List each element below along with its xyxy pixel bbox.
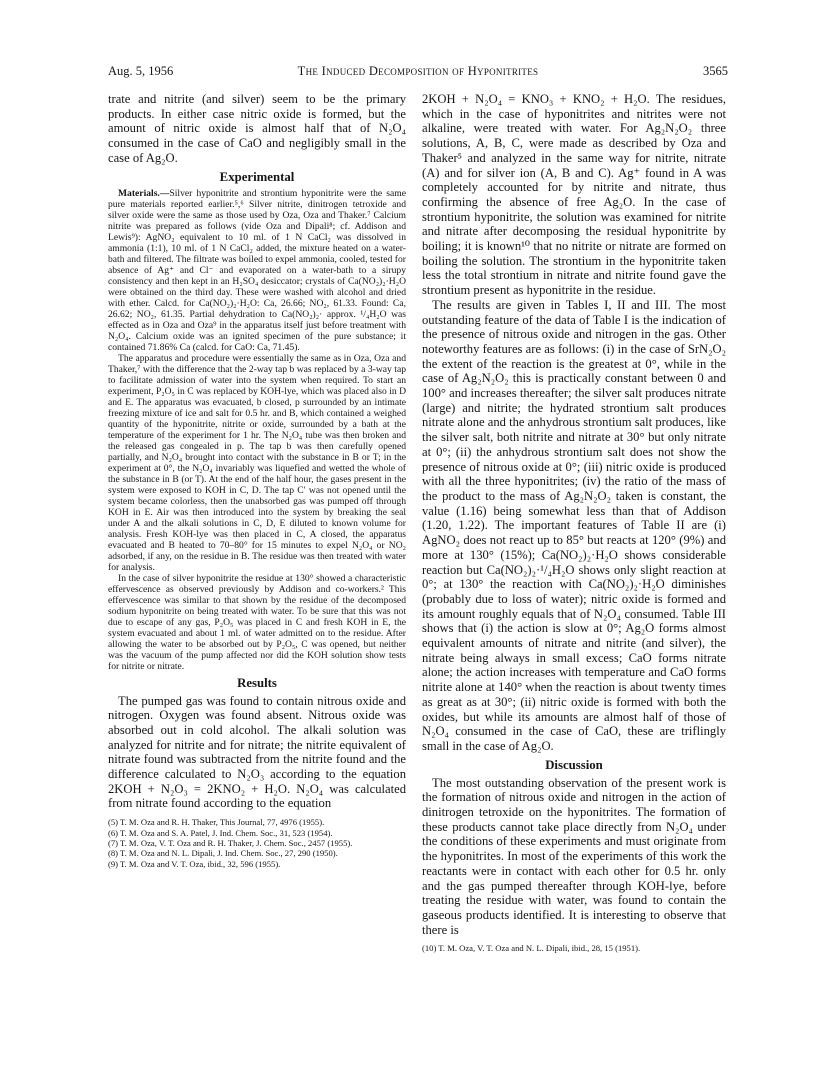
silver-paragraph: In the case of silver hyponitrite the residue at 130° showed a characteristic effervescence as observed previously by Addison and co-workers.² This effervescence was similar to that shown by the residue of the decomposed sodium hyponitrite on being treated with water. To be sure that this was not due to escape of any gas, P₂O₅ was placed in C and fresh KOH in E, the system evacuated and about 1 ml. of water admitted on to the residue. After allowing the water to be absorbed out by P₂O₅, C was opened, but neither was the vacuum of the pump affected nor did the KOH solution show tests for nitrite or nitrate. [108,572,406,672]
reference-5: (5) T. M. Oza and R. H. Thaker, This Journal, 77, 4976 (1955). [108,817,325,828]
tables-paragraph: The results are given in Tables I, II and III. The most outstanding feature of the data of Table I is the indication of the presence of nitrous oxide and nitrogen in the gas. Other noteworthy features are as follows: (i) in the case of SrN₂O₂ the extent of the reaction is the greatest at 0°, while in the case of Ag₂N₂O₂ this is practically constant between 0 and 100° and increases thereafter; the silver salt produces nitrate (large) and nitrite; the hydrated strontium salt produces nitrate alone and the anhydrous strontium salt produces, like the silver salt, both nitrite and nitrate at 30° but only nitrate at 0°; (ii) the anhydrous strontium salt does not show the presence of nitrous oxide at 0°; (iii) nitric oxide is produced with all the three hyponitrites; (iv) the ratio of the mass of the product to the mass of Ag₂N₂O₂ taken is constant, the value (1.16) being somewhat less than that of Addison (1.20, 1.22). The important features of Table II are (i) AgNO₂ does not react up to 85° but reacts at 120° (9%) and more at 130° (15%); Ca(NO₂)₂·H₂O shows considerable reaction but Ca(NO₂)₂·¹/₄H₂O shows only slight reaction at 0°; at 130° the reaction with Ca(NO₂)₂·H₂O diminishes (probably due to loss of water); nitric oxide is formed and its amount roughly equals that of N₂O₄ consumed. Table III shows that (i) the action is slow at 0°; Ag₂O forms almost equivalent amounts of nitrate and nitrite (and silver), the nitrate being always in small excess; CaO forms nitrate alone; the action increases with temperature and CaO forms nitrite alone at 140° when the reaction is about twenty times as great as at 30°; (ii) nitric oxide is formed with both the oxides, but while its amounts are almost half of those of N₂O₄ consumed in the case of CaO, these are triflingly small in the case of Ag₂O. [422,297,726,753]
left-references [108,817,406,869]
reference-10: (10) T. M. Oza, V. T. Oza and N. L. Dipali, ibid., 28, 15 (1951). [422,943,641,954]
left-column [108,92,406,869]
running-header [108,64,728,82]
reference-9: (9) T. M. Oza and V. T. Oza, ibid., 32, 596 (1955). [108,858,281,869]
intro-paragraph: trate and nitrite (and silver) seem to be the primary products. In either case nitric oxide is formed, but the amount of nitric oxide is almost half that of N₂O₄ consumed in the case of CaO and negligibly small in the case of Ag₂O. [108,92,406,165]
discussion-paragraph: The most outstanding observation of the present work is the formation of nitrous oxide and nitrogen in the action of dinitrogen tetroxide on the hyponitrites. The formation of these products cannot take place directly from N₂O₄ under the conditions of these experiments and must originate from the hyponitrites. In most of the experiments of this work the reactants were in contact with each other for 0.5 hr. only and the gas pumped thereafter through KOH-lye, before treating the residue with water, was found to contain the gaseous products identified. It is interesting to observe that there is [422,775,726,937]
reference-7: (7) T. M. Oza, V. T. Oza and R. H. Thaker, J. Chem. Soc., 2457 (1955). [108,837,353,848]
experimental-heading: Experimental [219,169,295,184]
materials-text: Silver hyponitrite and strontium hyponitrite were the same pure materials reported earlier.⁵,⁶ Silver nitrite, dinitrogen tetroxide and silver oxide were the same as those used by Oza, Oza and Thaker.⁷ Calcium nitrite was prepared as follows (vide Oza and Dipali⁸; cf. Addison and Lewis⁹): AgNO₂ equivalent to 10 ml. of 1 N CaCl₂ was dissolved in ammonia (1:1), 10 ml. of 1 N CaCl₂ added, the mixture heated on a water-bath and filtered. The filtrate was boiled to expel ammonia, cooled, tested for absence of Ag⁺ and Cl⁻ and evaporated on a water-bath to a sirupy consistency and then kept in an H₂SO₄ desiccator; crystals of Ca(NO₂)₂·H₂O were obtained on the third day. These were washed with alcohol and dried with ether. Calcd. for Ca(NO₂)₂·H₂O: Ca, 26.66; NO₂, 61.33. Found: Ca, 26.62; NO₂, 61.35. Partial dehydration to Ca(NO₂)₂· approx. ¹/₄H₂O was effected as in Oza and Oza⁹ in the apparatus itself just before treatment with N₂O₄. Calcium oxide was an ignited specimen of the pure substance; it contained 71.86% Ca (calcd. for CaO: Ca, 71.45). [108,187,406,353]
discussion-heading: Discussion [545,757,603,772]
right-column [422,92,726,954]
continued-paragraph: 2KOH + N₂O₄ = KNO₃ + KNO₂ + H₂O. The residues, which in the case of hyponitrites and nitrites were not alkaline, were treated with water. For Ag₂N₂O₂ three solutions, A, B, C, were made as described by Oza and Thaker⁵ and analyzed in the same way for nitrite, nitrate (A) and for silver ion (A, B and C). Ag⁺ found in A was completely accounted for by nitrite and nitrate, thus confirming the absence of free Ag₂O. In the case of strontium hyponitrite, the solution was examined for nitrite and nitrate after decomposing the residual hyponitrite by boiling; it is known¹⁰ that no nitrite or nitrate are formed on boiling the solution. The strontium in the hyponitrite taken less the total strontium in nitrate and nitrite found gave the strontium present as hyponitrite in the residue. [422,92,726,298]
header-title: The Induced Decomposition of Hyponitrites [297,64,539,78]
right-references [422,943,726,953]
page-number: 3565 [703,64,728,78]
reference-8: (8) T. M. Oza and N. L. Dipali, J. Ind. Chem. Soc., 27, 290 (1950). [108,848,338,859]
reference-6: (6) T. M. Oza and S. A. Patel, J. Ind. Chem. Soc., 31, 523 (1954). [108,827,333,838]
results-heading: Results [237,675,277,690]
results-paragraph: The pumped gas was found to contain nitrous oxide and nitrogen. Oxygen was found absent. Nitrous oxide was absorbed out in cold alcohol. The alkali solution was analyzed for nitrite and for nitrate; the nitrite equivalent of nitrate found was subtracted from the nitrite found and the difference calculated to N₂O₃ according to the equation 2KOH + N₂O₃ = 2KNO₂ + H₂O. N₂O₄ was calculated from nitrate found according to the equation [108,693,406,811]
header-date: Aug. 5, 1956 [108,64,174,78]
materials-lead: Materials.— [118,187,170,199]
materials-paragraph [108,188,406,353]
apparatus-paragraph: The apparatus and procedure were essentially the same as in Oza, Oza and Thaker,⁷ with the difference that the 2-way tap b was replaced by a 3-way tap to facilitate admission of water into the system when required. To start an experiment, P₂O₅ in C was replaced by KOH-lye, which was placed also in D and E. The apparatus was evacuated, b closed, p surrounded by an intimate freezing mixture of ice and salt for 0.5 hr. and B, which contained a weighed quantity of the hyponitrite, nitrite or oxide, surrounded by a bath at the temperature of the experiment for 1 hr. The N₂O₄ tube was then broken and the released gas congealed in p. The tap b was then carefully opened partially, and N₂O₄ brought into contact with the substance in B or T; in the experiment at 0°, the N₂O₄ invariably was liquefied and wetted the whole of the substance in B (or T). At the end of the half hour, the gases present in the system were exposed to KOH in C, D. The tap C′ was not opened until the system became colorless, then the unabsorbed gas was pumped off through KOH in E. Air was then introduced into the system by breaking the seal under A and the alkali solutions in C, D, E diluted to known volume for analysis. Fresh KOH-lye was then placed in C, A closed, the apparatus evacuated and B heated to 70–80° for 15 minutes to expel N₂O₄ or NO₂ adsorbed, if any, on the residue in B. The residue was then treated with water for analysis. [108,352,406,573]
